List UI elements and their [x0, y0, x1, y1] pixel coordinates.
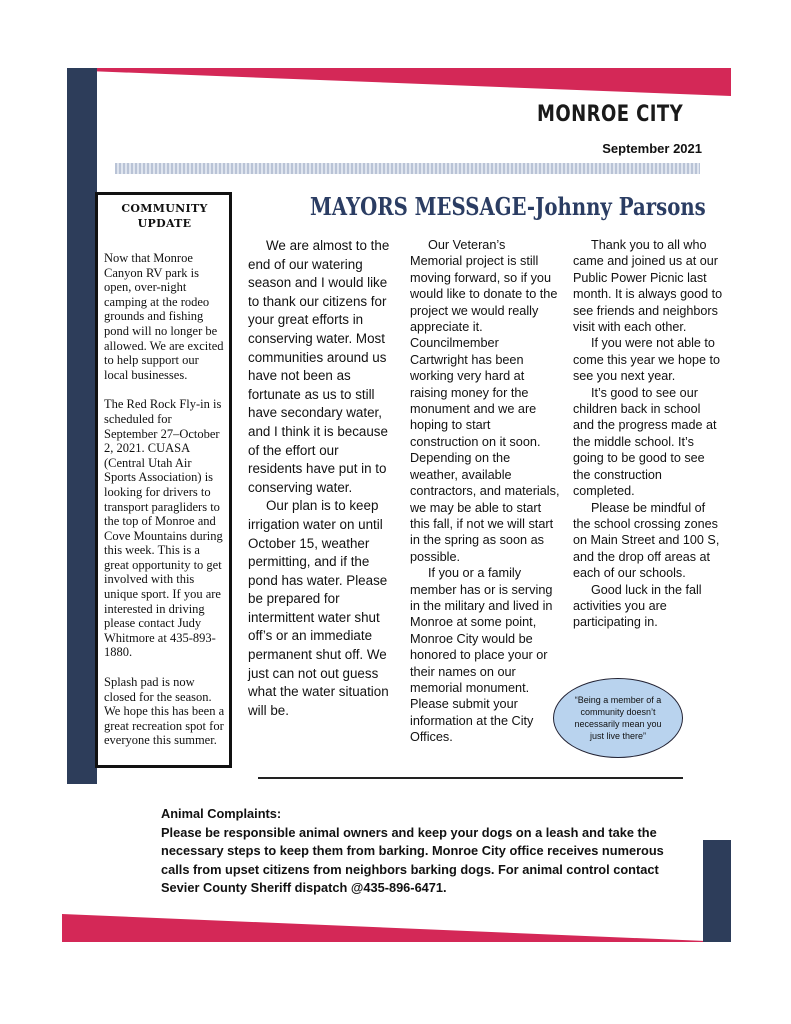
heading-line-1: COMMUNITY [121, 202, 208, 215]
mayor-column-2 [410, 237, 560, 746]
mayor-paragraph: Please be mindful of the school crossing zones on Main Street and 100 S, and the drop off areas at each of our schools. [573, 500, 720, 581]
issue-date: September 2021 [602, 141, 702, 156]
mayor-message-heading: MAYORS MESSAGE-Johnny Parsons [310, 192, 706, 221]
mayor-paragraph: Our plan is to keep irrigation water on until October 15, weather permitting, and if the pond has water. Please be prepared for intermittent water shut off’s or an immediate permanent shut off. We just can not out guess what the water situation will be. [248, 498, 389, 718]
right-navy-band [703, 840, 731, 942]
heading-line-2: UPDATE [137, 217, 192, 230]
mayor-column-1 [248, 237, 394, 720]
animal-complaints-body: Please be responsible animal owners and keep your dogs on a leash and take the necessary steps to keep them from barking. Monroe City office receives numerous calls from upset citizens from neighbors barking dogs. For animal control contact Sevier County Sheriff dispatch @435-896-6471. [161, 824, 664, 895]
mayor-paragraph: If you or a family member has or is serving in the military and lived in Monroe at some point, Monroe City would be honored to place your or their names on our memorial monument. Please submit your information at the City Offices. [410, 566, 553, 745]
mayor-paragraph: It’s good to see our children back in school and the progress made at the middle school. It’s going to be good to see the construction completed. [573, 385, 717, 499]
mayor-paragraph: Thank you to all who came and joined us at our Public Power Picnic last month. It is always good to see friends and neighbors visit with each other. [573, 238, 723, 335]
community-update-box [95, 192, 232, 768]
animal-complaints-title: Animal Complaints: [161, 806, 282, 821]
section-divider [258, 777, 683, 779]
mayor-paragraph: Our Veteran’s Memorial project is still moving forward, so if you would like to donate to the project we would really appreciate it. Councilmember Cartwright has been working very hard at raising money for the monument and we are hoping to start construction on it soon. Depending on the weather, available contractors, and materials, we may be able to start this fall, if not we will start in the spring as soon as possible. [410, 238, 560, 564]
community-update-heading [104, 201, 225, 231]
quote-text: “Being a member of a community doesn’t necessarily mean you just live there” [574, 695, 662, 741]
bottom-magenta-band [62, 914, 703, 942]
mayor-paragraph: We are almost to the end of our watering season and I would like to thank our citizens for your great efforts in conserving water. Most communities around us have not been as fortunate as us to still have secondary water, and I think it is because of the effort our residents have put in to conserving water. [248, 238, 390, 495]
mayor-paragraph: If you were not able to come this year we hope to see you next year. [573, 336, 721, 384]
mayor-column-3 [573, 237, 723, 631]
community-update-paragraph: Splash pad is now closed for the season. We hope this has been a great recreation spot for everyone this summer. [104, 675, 225, 748]
header-divider [115, 163, 700, 174]
community-update-paragraph: Now that Monroe Canyon RV park is open, over-night camping at the rodeo grounds and fishing pond will no longer be allowed. We are excited to help support our local businesses. [104, 251, 224, 382]
community-update-paragraph: The Red Rock Fly-in is scheduled for September 27–October 2, 2021. CUASA (Central Utah Air Sports Association) is looking for drivers to transport paragliders to the top of Monroe and Cove Mountains during this week. This is a great opportunity to get involved with this unique sport. If you are interested in driving please contact Judy Whitmore at 435-893-1880. [104, 397, 223, 660]
mayor-paragraph: Good luck in the fall activities you are participating in. [573, 582, 702, 630]
city-title: MONROE CITY [536, 102, 683, 127]
top-magenta-band [97, 68, 731, 96]
animal-complaints-section [161, 805, 671, 898]
left-navy-band [67, 68, 97, 784]
quote-bubble [553, 678, 683, 758]
